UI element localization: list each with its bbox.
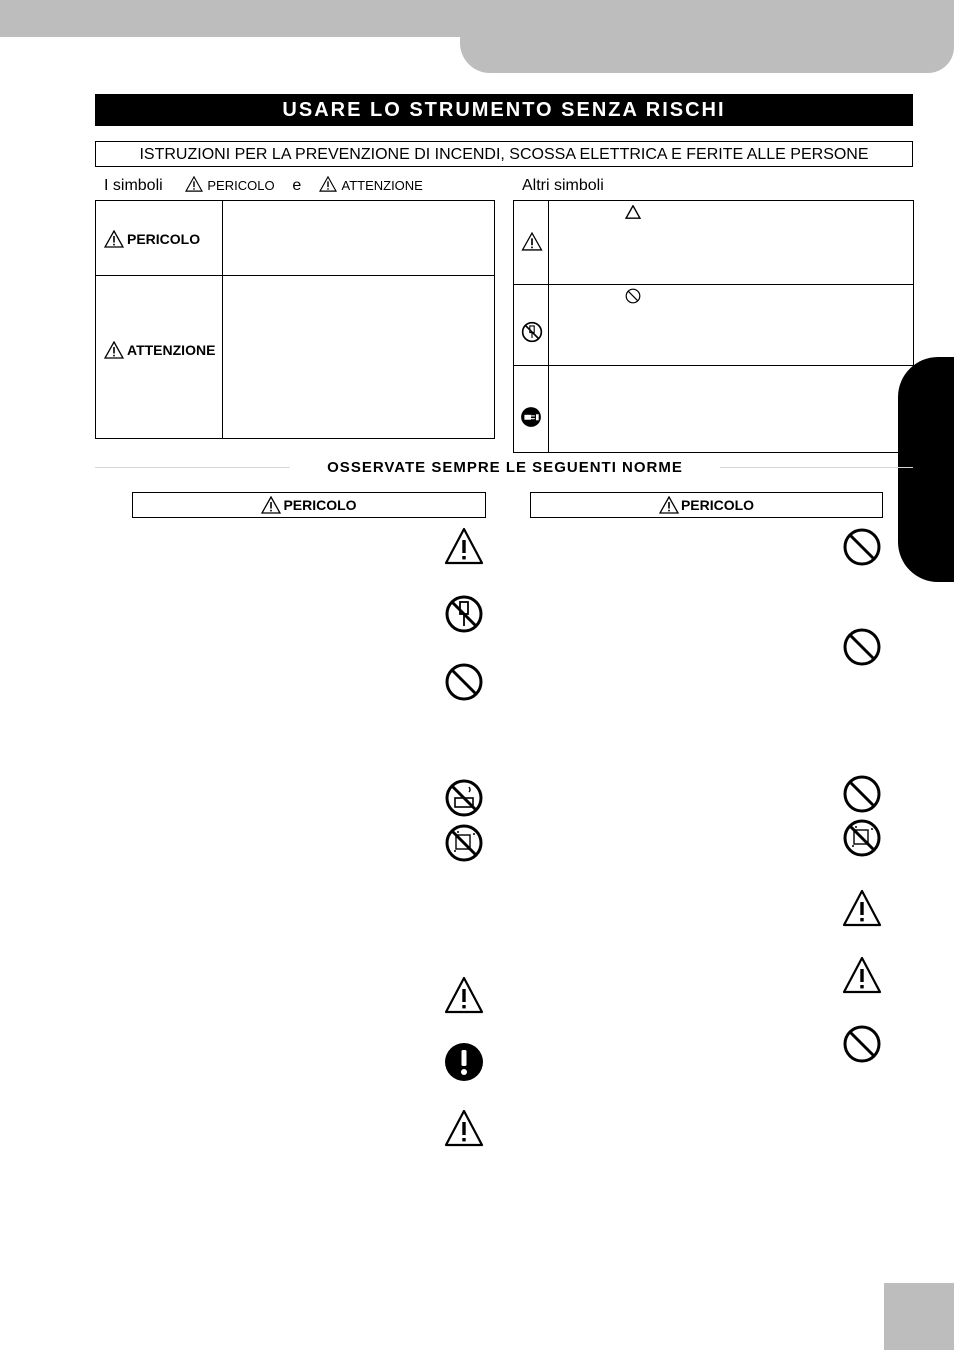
prohibited-icon — [842, 1024, 882, 1064]
legend-row-pericolo — [104, 230, 200, 248]
left-header-label: PERICOLO — [283, 497, 357, 513]
prohibited-icon — [842, 774, 882, 814]
other-symbols-title: Altri simboli — [522, 177, 604, 194]
pericolo-inline: PERICOLO — [207, 178, 275, 193]
unplug-icon — [520, 406, 542, 428]
warning-triangle-icon — [319, 176, 337, 192]
prohibited-icon — [842, 627, 882, 667]
warning-triangle-icon — [261, 496, 281, 514]
triangle-warning-icon — [444, 1108, 484, 1148]
page-number-tab — [884, 1283, 954, 1350]
triangle-warning-icon — [842, 888, 882, 928]
small-triangle-icon — [625, 205, 641, 219]
warning-triangle-icon — [104, 230, 124, 248]
warning-triangle-icon — [659, 496, 679, 514]
triangle-warning-icon — [444, 526, 484, 566]
left-pericolo-header — [132, 492, 486, 518]
no-disassemble-icon — [444, 594, 484, 634]
legend-label-attenzione: ATTENZIONE — [127, 342, 216, 358]
attenzione-inline: ATTENZIONE — [341, 178, 423, 193]
legend-row-attenzione — [104, 341, 215, 359]
prohibited-icon — [842, 527, 882, 567]
other-symbols-table — [513, 200, 914, 453]
conjunction-text: e — [292, 177, 302, 194]
warning-triangle-icon — [104, 341, 124, 359]
rules-heading: OSSERVATE SEMPRE LE SEGUENTI NORME — [290, 458, 720, 478]
triangle-warning-icon — [842, 955, 882, 995]
page-title: USARE LO STRUMENTO SENZA RISCHI — [95, 94, 913, 126]
warning-triangle-icon — [185, 176, 203, 192]
prohibited-icon — [444, 662, 484, 702]
symbols-intro-text: I simboli — [104, 177, 163, 194]
safety-subtitle: ISTRUZIONI PER LA PREVENZIONE DI INCENDI, SCOSSA ELETTRICA E FERITE ALLE PERSONE — [95, 141, 913, 167]
triangle-warning-icon — [521, 232, 543, 251]
mandatory-icon — [444, 1042, 484, 1082]
no-shock-icon — [842, 818, 882, 858]
symbols-intro-line — [104, 176, 423, 196]
no-water-icon — [444, 778, 484, 818]
legend-label-pericolo: PERICOLO — [127, 231, 201, 247]
right-pericolo-header — [530, 492, 883, 518]
no-disassemble-icon — [521, 321, 543, 343]
triangle-warning-icon — [444, 975, 484, 1015]
top-tab — [460, 30, 954, 73]
small-prohibited-icon — [625, 288, 641, 304]
no-shock-icon — [444, 823, 484, 863]
right-header-label: PERICOLO — [680, 497, 755, 513]
